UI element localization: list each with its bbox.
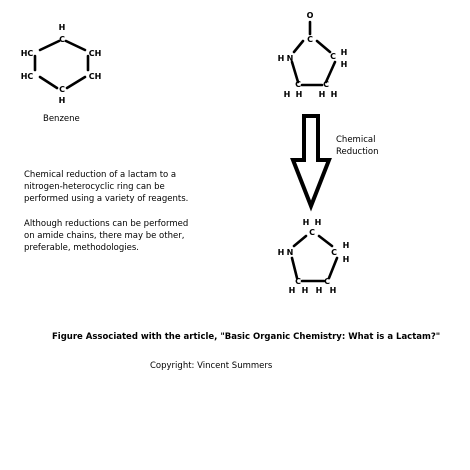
atom-label: C <box>331 248 337 257</box>
atom-label: H <box>340 48 348 57</box>
benzene-structure <box>21 23 102 105</box>
pyrrolidine-structure <box>278 218 350 295</box>
bond <box>326 62 335 82</box>
arrow-label-line2: Reduction <box>336 147 379 157</box>
atom-label: H <box>277 248 285 257</box>
atom-label: N <box>286 54 294 63</box>
reduction-arrow <box>293 116 329 206</box>
atom-label: H <box>342 255 350 264</box>
bond <box>294 41 303 52</box>
description-line: Although reductions can be performed <box>24 219 189 229</box>
atom-label: CH <box>88 49 102 58</box>
description-line: nitrogen-heterocyclic ring can be <box>24 182 165 192</box>
atom-label: H <box>329 286 337 295</box>
bond <box>66 41 85 50</box>
atom-label: H <box>301 286 309 295</box>
atom-label: C <box>59 85 65 94</box>
atom-label: H <box>315 286 323 295</box>
description-line: on amide chains, there may be other, <box>24 231 185 241</box>
atom-label: CH <box>88 72 102 81</box>
atom-label: H <box>342 241 350 250</box>
bond <box>294 236 306 246</box>
atom-label: C <box>323 80 329 89</box>
atom-label: C <box>295 80 301 89</box>
description-line: performed using a variety of reagents. <box>24 194 189 204</box>
atom-label: C <box>324 277 330 286</box>
atom-label: N <box>286 248 294 257</box>
atom-label: H <box>58 96 66 105</box>
atom-label: H <box>340 60 348 69</box>
bond <box>40 41 59 50</box>
figure-caption: Figure Associated with the article, "Basic Organic Chemistry: What is a Lactam?" <box>52 332 441 342</box>
atom-label: C <box>307 35 313 44</box>
atom-label: O <box>306 11 314 20</box>
description-line: preferable, methodologies. <box>24 243 139 253</box>
atom-label: H <box>318 90 326 99</box>
atom-label: H <box>302 218 310 227</box>
atom-label: H <box>277 54 285 63</box>
bond <box>319 236 332 246</box>
arrow-label-line1: Chemical <box>336 135 376 145</box>
atom-label: H <box>288 286 296 295</box>
copyright-text: Copyright: Vincent Summers <box>150 361 273 371</box>
atom-label: HC <box>20 49 34 58</box>
bond <box>292 258 297 278</box>
atom-label: H <box>58 23 66 32</box>
bond <box>292 62 298 82</box>
atom-label: C <box>59 35 65 44</box>
atom-label: H <box>295 90 303 99</box>
bond <box>40 77 57 88</box>
atom-label: HC <box>20 72 34 81</box>
atom-label: C <box>309 228 315 237</box>
atom-label: H <box>330 90 338 99</box>
atom-label: C <box>330 52 336 61</box>
lactam-structure <box>278 11 348 99</box>
down-arrow-icon <box>293 116 329 206</box>
bond <box>317 41 330 52</box>
benzene-label: Benzene <box>43 114 80 124</box>
atom-label: C <box>295 277 301 286</box>
atom-label: H <box>314 218 322 227</box>
description-line: Chemical reduction of a lactam to a <box>24 170 177 180</box>
atom-label: H <box>283 90 291 99</box>
bond <box>329 258 337 278</box>
bond <box>67 77 85 88</box>
